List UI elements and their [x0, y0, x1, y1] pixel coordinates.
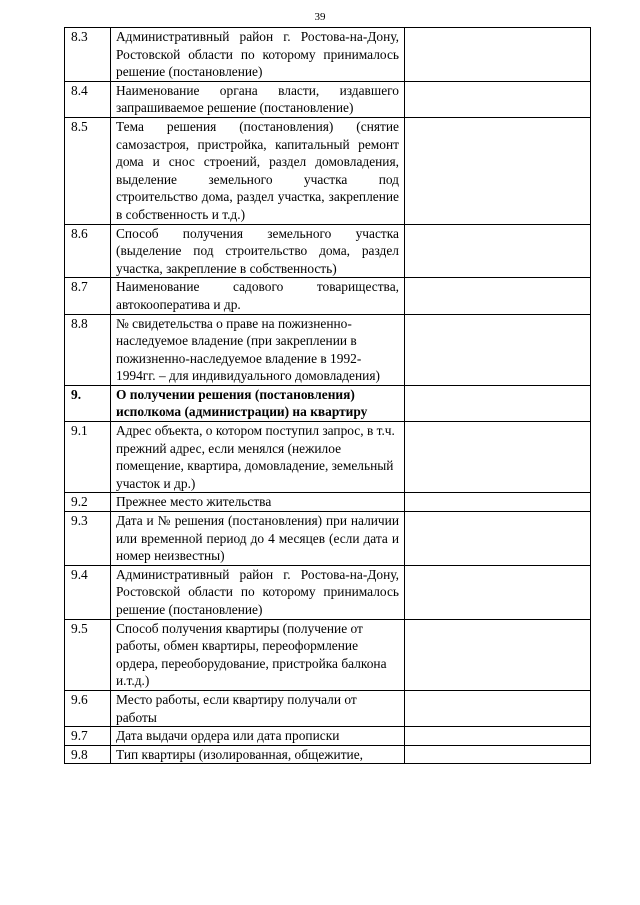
- table-row: [65, 385, 591, 421]
- table-row: [65, 745, 591, 764]
- row-number: 9.7: [65, 727, 111, 746]
- answer-cell[interactable]: [405, 422, 591, 493]
- table-row: [65, 224, 591, 278]
- table-body: [65, 28, 591, 764]
- row-description: Место работы, если квартиру получали от работы: [111, 690, 405, 726]
- row-description: Способ получения земельного участка (выделение под строительство дома, раздел участка, закрепление в собственность): [111, 224, 405, 278]
- row-description: Дата выдачи ордера или дата прописки: [111, 727, 405, 746]
- answer-cell[interactable]: [405, 278, 591, 314]
- table-row: [65, 512, 591, 566]
- table-row: [65, 690, 591, 726]
- answer-cell[interactable]: [405, 81, 591, 117]
- row-description: Способ получения квартиры (получение от работы, обмен квартиры, переоформление ордера, переоборудование, пристройка балкона и.т.д.): [111, 619, 405, 690]
- row-number: 8.3: [65, 28, 111, 82]
- answer-cell[interactable]: [405, 224, 591, 278]
- row-number: 8.4: [65, 81, 111, 117]
- row-number: 9.6: [65, 690, 111, 726]
- answer-cell[interactable]: [405, 690, 591, 726]
- row-description: Дата и № решения (постановления) при наличии или временной период до 4 месяцев (если дата и номер неизвестны): [111, 512, 405, 566]
- row-number: 8.8: [65, 314, 111, 385]
- table-row: [65, 81, 591, 117]
- row-description: Административный район г. Ростова-на-Дону, Ростовской области по которому принималось решение (постановление): [111, 28, 405, 82]
- row-number: 8.6: [65, 224, 111, 278]
- table-row: [65, 565, 591, 619]
- answer-cell[interactable]: [405, 727, 591, 746]
- table-row: [65, 117, 591, 224]
- answer-cell[interactable]: [405, 512, 591, 566]
- table-row: [65, 28, 591, 82]
- row-number: 8.7: [65, 278, 111, 314]
- answer-cell[interactable]: [405, 28, 591, 82]
- row-number: 9.8: [65, 745, 111, 764]
- row-number: 9.3: [65, 512, 111, 566]
- questionnaire-table: [64, 27, 591, 764]
- row-description: № свидетельства о праве на пожизненно-наследуемое владение (при закреплении в пожизненно-наследуемое владение в 1992-1994гг. – для индивидуального домовладения): [111, 314, 405, 385]
- answer-cell[interactable]: [405, 745, 591, 764]
- row-number: 9.5: [65, 619, 111, 690]
- row-description: О получении решения (постановления) исполкома (администрации) на квартиру: [111, 385, 405, 421]
- row-description: Тип квартиры (изолированная, общежитие,: [111, 745, 405, 764]
- row-description: Адрес объекта, о котором поступил запрос, в т.ч. прежний адрес, если менялся (нежилое помещение, квартира, домовладение, земельный участок и др.): [111, 422, 405, 493]
- page-number: 39: [314, 11, 326, 23]
- answer-cell[interactable]: [405, 493, 591, 512]
- row-number: 9.: [65, 385, 111, 421]
- row-number: 9.4: [65, 565, 111, 619]
- answer-cell[interactable]: [405, 565, 591, 619]
- answer-cell[interactable]: [405, 117, 591, 224]
- row-description: Наименование органа власти, издавшего запрашиваемое решение (постановление): [111, 81, 405, 117]
- table-row: [65, 422, 591, 493]
- answer-cell[interactable]: [405, 385, 591, 421]
- row-number: 9.2: [65, 493, 111, 512]
- table-row: [65, 727, 591, 746]
- row-number: 9.1: [65, 422, 111, 493]
- table-row: [65, 278, 591, 314]
- answer-cell[interactable]: [405, 314, 591, 385]
- row-number: 8.5: [65, 117, 111, 224]
- table-row: [65, 493, 591, 512]
- table-row: [65, 314, 591, 385]
- row-description: Наименование садового товарищества, автокооператива и др.: [111, 278, 405, 314]
- row-description: Прежнее место жительства: [111, 493, 405, 512]
- row-description: Тема решения (постановления) (снятие самозастроя, пристройка, капитальный ремонт дома и снос строений, раздел домовладения, выделение земельного участка под строительство дома, раздел участка, закрепление в собственность и т.д.): [111, 117, 405, 224]
- answer-cell[interactable]: [405, 619, 591, 690]
- row-description: Административный район г. Ростова-на-Дону, Ростовской области по которому принималось решение (постановление): [111, 565, 405, 619]
- table-row: [65, 619, 591, 690]
